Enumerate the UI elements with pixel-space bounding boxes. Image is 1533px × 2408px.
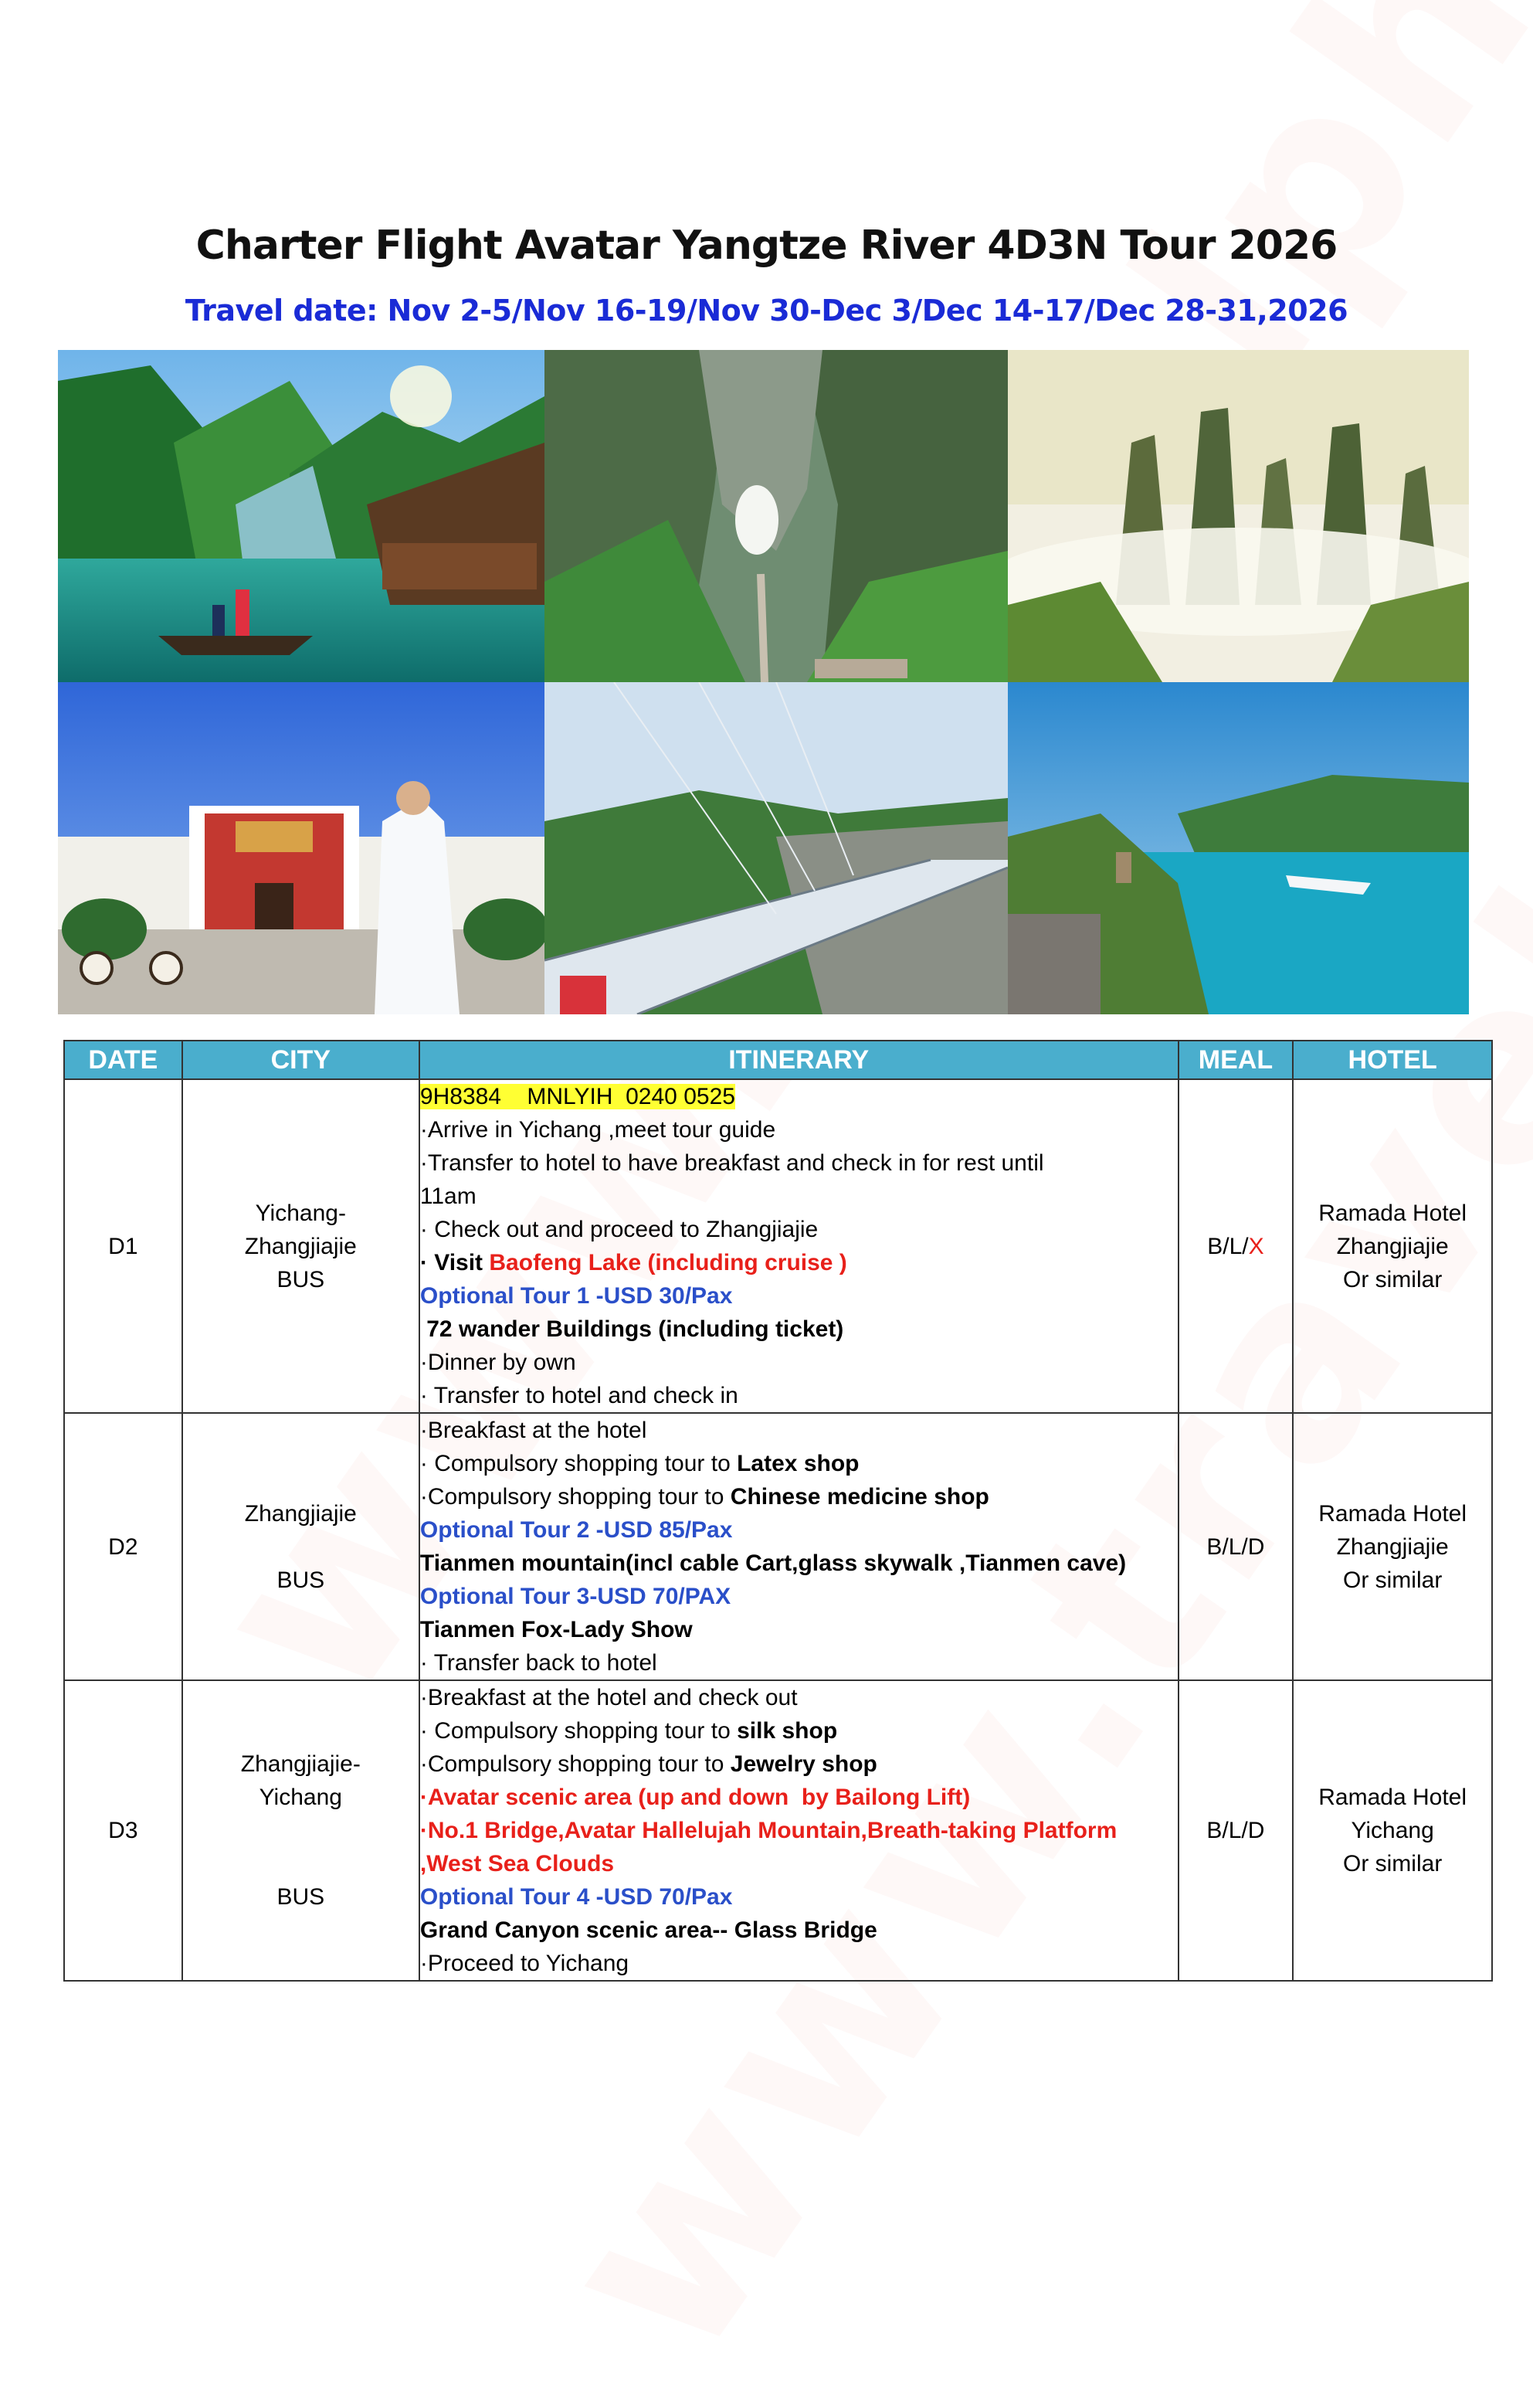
city-cell [182,1079,419,1413]
itinerary-line: 11am [419,1184,477,1209]
itinerary-highlight: ,West Sea Clouds [419,1851,615,1876]
table-header-row [64,1041,1492,1079]
city-line: BUS [276,1266,325,1292]
day-cell: D2 [64,1413,182,1680]
city-line: BUS [276,1884,325,1910]
shop-name: Chinese medicine shop [730,1484,989,1510]
shop-prefix: ·Compulsory shopping tour to [419,1484,731,1510]
itinerary-line: ·Breakfast at the hotel [419,1418,647,1443]
header-hotel: HOTEL [1293,1041,1492,1079]
itinerary-line: ·Arrive in Yichang ,meet tour guide [419,1117,776,1143]
meal-text: B/L/ [1207,1233,1249,1259]
city-line: Yichang [259,1785,342,1810]
itinerary-table [63,1040,1493,1982]
shop-prefix: · Compulsory shopping tour to [419,1718,738,1744]
hotel-line: Ramada Hotel [1318,1785,1467,1810]
travel-date: Travel date: Nov 2-5/Nov 16-19/Nov 30-Dec 3/Dec 14-17/Dec 28-31,2026 [185,294,1348,328]
meal-cell: B/L/D [1179,1413,1294,1680]
hotel-line: Or similar [1342,1851,1443,1876]
shop-name: Jewelry shop [730,1751,877,1777]
day-cell: D1 [64,1079,182,1413]
header-city: CITY [182,1041,419,1079]
itinerary-line: ·Transfer to hotel to have breakfast and check in for rest until [419,1150,1044,1176]
photo-misty-peaks [1008,350,1469,682]
itinerary-line [420,1747,1178,1781]
itinerary-line: Tianmen mountain(incl cable Cart,glass skywalk ,Tianmen cave) [419,1550,1127,1576]
hotel-line: Ramada Hotel [1318,1500,1467,1527]
visit-prefix: · Visit [419,1250,490,1275]
itinerary-line: ·Proceed to Yichang [419,1951,629,1976]
optional-tour-label: Optional Tour 1 -USD 30/Pax [419,1283,733,1309]
city-line: Zhangjiajie- [240,1751,361,1777]
city-line: Zhangjiajie [244,1500,357,1527]
itinerary-highlight: ·Avatar scenic area (up and down by Bailong Lift) [419,1785,971,1810]
shop-name: Latex shop [737,1451,860,1476]
city-cell [182,1680,419,1981]
hotel-line: Zhangjiajie [1336,1233,1449,1259]
itinerary-line: 72 wander Buildings (including ticket) [419,1316,844,1342]
itinerary-line: Tianmen Fox-Lady Show [419,1617,693,1642]
header-itinerary: ITINERARY [419,1041,1179,1079]
photo-collage [58,350,1469,1014]
itinerary-line [420,1480,1178,1513]
header-meal: MEAL [1179,1041,1294,1079]
photo-river-ship [1008,682,1469,1014]
hotel-line: Or similar [1342,1266,1443,1292]
itinerary-line: · Transfer to hotel and check in [419,1383,738,1408]
itinerary-line [420,1714,1178,1747]
day-cell: D3 [64,1680,182,1981]
hotel-cell [1293,1680,1492,1981]
meal-cell: B/L/D [1179,1680,1294,1981]
table-row [64,1680,1492,1981]
optional-tour-label: Optional Tour 2 -USD 85/Pax [419,1517,733,1543]
hotel-cell [1293,1079,1492,1413]
table-row [64,1079,1492,1413]
meal-excluded-mark: X [1248,1233,1264,1259]
hotel-line: Or similar [1342,1567,1443,1593]
city-cell [182,1413,419,1680]
hotel-line: Zhangjiajie [1336,1533,1449,1560]
hotel-line: Yichang [1351,1818,1434,1843]
optional-tour-label: Optional Tour 3-USD 70/PAX [419,1584,731,1609]
photo-glass-bridge [544,682,1008,1014]
photo-temple-gate [58,682,544,1014]
photo-river-boats [58,350,544,682]
optional-tour-label: Optional Tour 4 -USD 70/Pax [419,1884,733,1910]
city-line: Yichang- [255,1200,346,1226]
itinerary-line: Grand Canyon scenic area-- Glass Bridge [419,1917,877,1943]
hotel-cell [1293,1413,1492,1680]
shop-name: silk shop [737,1718,838,1744]
itinerary-cell [419,1680,1179,1981]
page-title: Charter Flight Avatar Yangtze River 4D3N Tour 2026 [195,222,1338,269]
itinerary-line [420,1447,1178,1480]
itinerary-line [420,1246,1178,1279]
shop-prefix: ·Compulsory shopping tour to [419,1751,731,1777]
itinerary-line: · Check out and proceed to Zhangjiajie [419,1217,819,1242]
city-line: Zhangjiajie [244,1233,357,1259]
city-line: BUS [276,1567,325,1593]
photo-tianmen-mountain [544,350,1008,682]
header-date: DATE [64,1041,182,1079]
flight-info: 9H8384 MNLYIH 0240 0525 [419,1084,735,1109]
itinerary-line: ·Dinner by own [419,1350,576,1375]
shop-prefix: · Compulsory shopping tour to [419,1451,738,1476]
table-row [64,1413,1492,1680]
itinerary-highlight: ·No.1 Bridge,Avatar Hallelujah Mountain,Breath-taking Platform [419,1818,1118,1843]
itinerary-line: · Transfer back to hotel [419,1650,657,1676]
visit-highlight: Baofeng Lake (including cruise ) [489,1250,847,1275]
itinerary-cell [419,1413,1179,1680]
itinerary-cell [419,1079,1179,1413]
meal-cell [1179,1079,1294,1413]
itinerary-line: ·Breakfast at the hotel and check out [419,1685,798,1710]
hotel-line: Ramada Hotel [1318,1200,1467,1226]
